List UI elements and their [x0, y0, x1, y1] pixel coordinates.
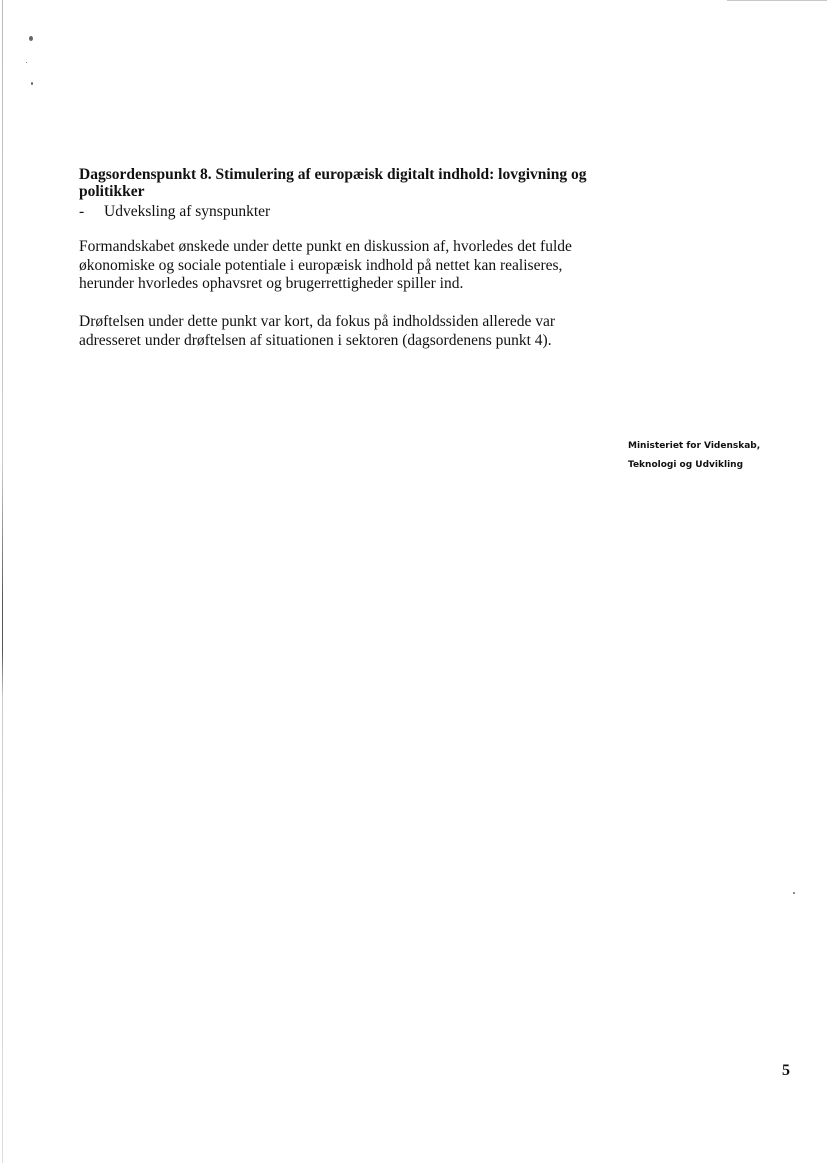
- scan-speck: [793, 892, 795, 894]
- scan-speck: [29, 36, 33, 41]
- scan-speck: [26, 62, 27, 63]
- sender-block: [628, 437, 760, 475]
- bullet-dash: -: [79, 203, 85, 220]
- scan-edge-line: [2, 0, 3, 1163]
- bullet-text: Udveksling af synspunkter: [104, 203, 271, 220]
- scan-edge-top: [727, 0, 827, 1]
- scan-speck: [31, 82, 33, 85]
- agenda-item-heading: Dagsordenspunkt 8. Stimulering af europæisk digitalt indhold: lovgivning og politikker: [79, 166, 587, 200]
- bullet-item: [79, 203, 270, 221]
- page-number: 5: [782, 1062, 790, 1079]
- sender-line-1: Ministeriet for Videnskab,: [628, 441, 761, 451]
- paragraph-2: Drøftelsen under dette punkt var kort, da fokus på indholdssiden allerede var adresseret under drøftelsen af situationen i sektoren (dagsordenens punkt 4).: [79, 313, 556, 349]
- paragraph-1: Formandskabet ønskede under dette punkt en diskussion af, hvorledes det fulde økonomiske og sociale potentiale i europæisk indhold på nettet kan realiseres, herunder hvorledes ophavsret og brugerrettigheder spiller ind.: [79, 238, 572, 292]
- sender-line-2: Teknologi og Udvikling: [628, 460, 744, 470]
